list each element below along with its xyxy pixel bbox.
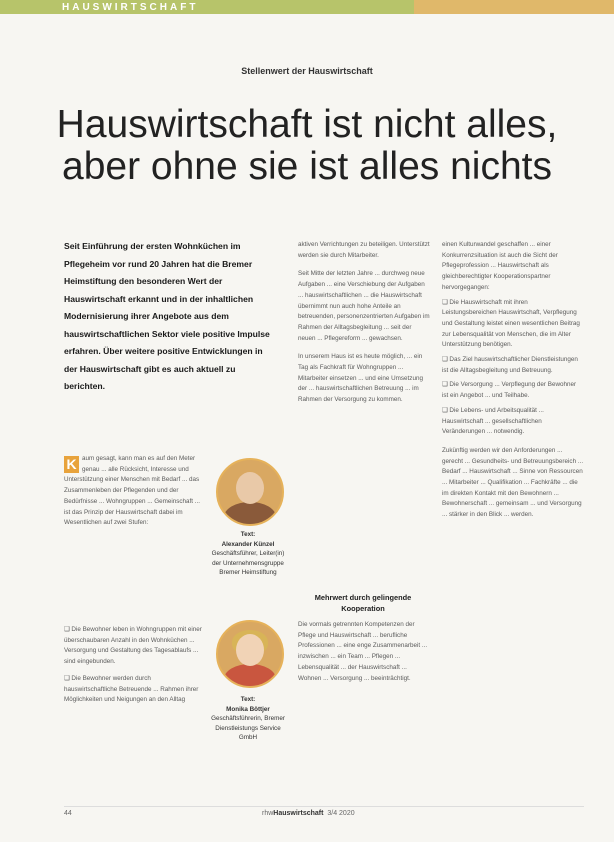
author-prefix: Text: <box>240 696 256 703</box>
body-paragraph: Die vormals getrennten Kompetenzen der Pflege und Hauswirtschaft ... berufliche Professionen ... eine enge Zusammenarbeit ... inzwischen ... ein Team ... Pflegen ... Lebensqualität ... der Hauswirtschaft ... Wohnen ... Versorgung ... beeinträchtigt. <box>298 621 428 682</box>
author-caption-2 <box>208 695 288 743</box>
body-paragraph: aktiven Verrichtungen zu beteiligen. Unterstützt werden sie durch Mitarbeiter. <box>298 241 430 259</box>
kicker: Stellenwert der Hauswirtschaft <box>241 66 373 76</box>
author-name: Alexander Künzel <box>221 540 275 548</box>
author-photo-2 <box>216 620 284 688</box>
list-item: ❑ Die Bewohner leben in Wohngruppen mit einer überschaubaren Anzahl in den Wohnküchen ... Versorgung und Gestaltung des Tagesablaufs ... sind eingebunden. <box>64 626 202 666</box>
author-caption-1 <box>208 530 288 578</box>
headline-line-1: Hauswirtschaft ist nicht alles, <box>56 103 558 146</box>
list-item: ❑ Die Bewohner werden durch hauswirtschaftliche Betreuende ... Rahmen ihrer Möglichkeiten und Neigungen an den Alltag <box>64 674 199 704</box>
list-item: ❑ Die Hauswirtschaft mit ihren Leistungsbereichen Hauswirtschaft, Verpflegung und Gestaltung leistet einen wesentlichen Beitrag zur Lebensqualität von Menschen, die im Alter Unterstützung benötigen. <box>442 298 580 349</box>
author-prefix: Text: <box>240 531 256 538</box>
body-paragraph: In unserem Haus ist es heute möglich, ... ein Tag als Fachkraft für Wohngruppen ... Mitarbeiter einsetzen ... und eine Umsetzung der ... hauswirtschaftlichen Betreuung ... im Rahmen der Versorgung zu kommen. <box>298 353 423 404</box>
lead-paragraph: Seit Einführung der ersten Wohnküchen im Pflegeheim vor rund 20 Jahren hat die Bremer Heimstiftung den besonderen Wert der Hauswirtschaft erkannt und in der inhaltlichen Modernisierung ihrer Angebote aus dem hauswirtschaftlichen Sektor viele positive Impulse erfahren. Über weitere positive Entwicklungen in der Hauswirtschaft gibt es auch aktuell zu berichten. <box>64 241 270 391</box>
author-photo-1 <box>216 458 284 526</box>
body-paragraph: einen Kulturwandel geschaffen ... einer Konkurrenzsituation ist auch die Sicht der Pflegeprofession ... Hauswirtschaft als gleichberechtigter Kooperationspartner hervorgegangen: <box>442 241 558 291</box>
subheading: Mehrwert durch gelingende Kooperation <box>314 593 412 613</box>
page-number: 44 <box>64 810 72 817</box>
body-column-3 <box>442 240 584 521</box>
body-paragraph: Zukünftig werden wir den Anforderungen ... gerecht ... Gesundheits- und Betreuungsbereich ... Bedarf ... Hauswirtschaft ... Sinne von Ressourcen ... Mitarbeiter ... Qualifikation ... Fachkräfte ... die im direkten Kontakt mit den Bewohnern ... Bewohnerschaft ... gemeinsam ... und Versorgung ... stärker in den Blick ... werden. <box>442 446 584 519</box>
body-column-1 <box>64 454 204 529</box>
section-bar-accent <box>414 0 614 14</box>
footer-divider <box>64 806 584 807</box>
headline-line-2: aber ohne sie ist alles nichts <box>62 145 552 188</box>
body-column-2 <box>298 240 430 406</box>
list-item: ❑ Die Lebens- und Arbeitsqualität ... Hauswirtschaft ... gesellschaftlichen Veränderungen ... notwendig. <box>442 406 544 436</box>
list-item: ❑ Das Ziel hauswirtschaftlicher Dienstleistungen ist die Alltagsbegleitung und Betreuung. <box>442 356 578 374</box>
dropcap: K <box>64 456 79 473</box>
author-role: Geschäftsführerin, Bremer Dienstleistungs Service GmbH <box>211 715 285 741</box>
body-column-2-bottom <box>298 620 430 684</box>
body-intro: aum gesagt, kann man es auf den Meter genau ... alle Rücksicht, Interesse und Unterstützung einer Menschen mit Bedarf ... das Zusammenleben der Pflegenden und der Bedürfnisse ... Wohngruppen ... Gemeinschaft ... ist das Prinzip der Hauswirtschaft dabei im Wesentlichen auf zwei Stufen: <box>64 455 201 527</box>
author-role: Geschäftsführer, Leiter(in) der Unternehmensgruppe Bremer Heimstiftung <box>211 550 285 576</box>
author-name: Monika Böttjer <box>226 705 270 713</box>
section-label: HAUSWIRTSCHAFT <box>62 2 199 13</box>
magazine-name: rhwHauswirtschaft 3/4 2020 <box>262 810 355 817</box>
list-item: ❑ Die Versorgung ... Verpflegung der Bewohner ist ein Angebot ... und Teilhabe. <box>442 381 577 400</box>
body-paragraph: Seit Mitte der letzten Jahre ... durchweg neue Aufgaben ... eine Verschiebung der Aufgaben ... hauswirtschaftlichen ... die Hauswirtschaft übernimmt nun auch hohe Anteile an betreuenden, personenzentrierten Aufgaben im Rahmen der Alltagsbegleitung ... seit der neuen ... Pflegereform ... gewachsen. <box>298 270 430 342</box>
body-column-1-list <box>64 625 204 706</box>
